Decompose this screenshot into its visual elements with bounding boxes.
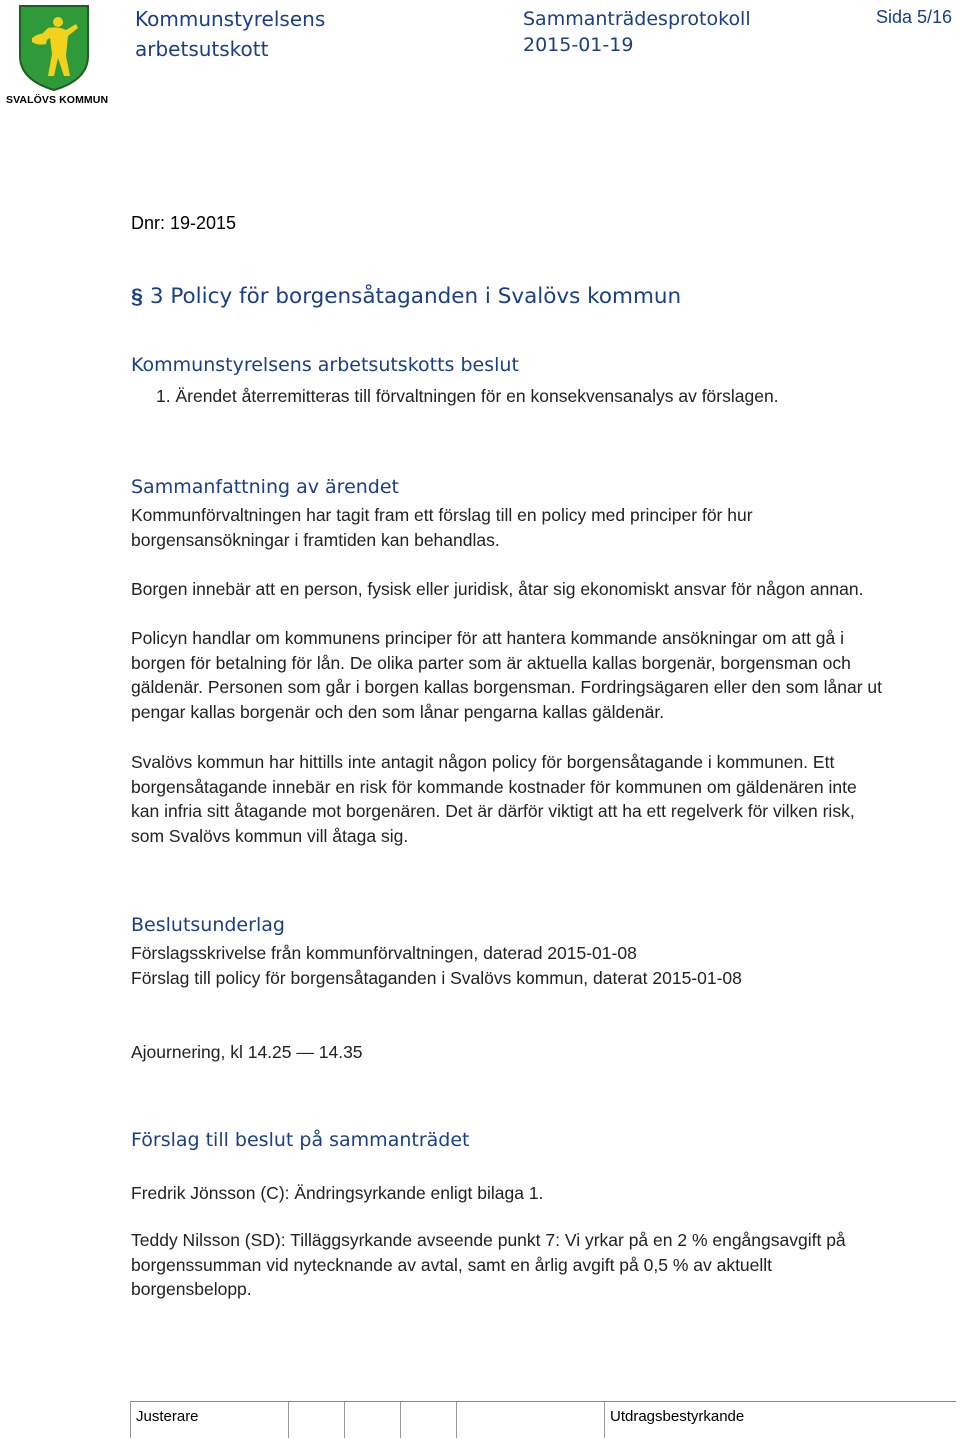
basis-heading: Beslutsunderlag — [131, 914, 285, 936]
basis-item: Förslagsskrivelse från kommunförvaltningen, daterad 2015-01-08 — [131, 943, 637, 963]
footer-rule — [130, 1401, 956, 1402]
footer-cell — [604, 1402, 605, 1438]
summary-paragraph-2: Borgen innebär att en person, fysisk eller juridisk, åtar sig ekonomiskt ansvar för någon annan. — [131, 579, 864, 599]
summary-paragraph-1: Kommunförvaltningen har tagit fram ett förslag till en policy med principer för hur borgensansökningar i framtiden kan behandlas. — [131, 505, 753, 550]
proposal-paragraph-1: Fredrik Jönsson (C): Ändringsyrkande enligt bilaga 1. — [131, 1183, 544, 1203]
section-symbol: § — [131, 284, 143, 308]
summary-paragraph-4: Svalövs kommun har hittills inte antagit någon policy för borgensåtagande i kommunen. Ett borgensåtagande innebär en risk för kommande kostnader för kommunen om gäldenären inte kan infria sitt åtagande mot borgenären. Det är därför viktigt att ha ett regelverk för vilken risk, som Svalövs kommun vill åtaga sig. — [131, 752, 857, 847]
basis-list — [131, 941, 742, 990]
case-number: Dnr: 19-2015 — [131, 213, 237, 233]
footer-extract-label: Utdragsbestyrkande — [610, 1408, 745, 1425]
footer-cell — [344, 1402, 345, 1438]
decision-item: 1. Ärendet återremitteras till förvaltningen för en konsekvensanalys av förslagen. — [156, 386, 779, 406]
section-heading — [131, 284, 681, 309]
summary-paragraph-3: Policyn handlar om kommunens principer för att hantera kommande ansökningar om att gå i borgen för betalning för lån. De olika parter som är aktuella kallas borgenär, borgensman och gäldenär. Personen som går i borgen kallas borgensman. Fordringsägaren eller den som lånar ut pengar kallas borgenär och den som lånar pengarna kallas gäldenär. — [131, 628, 882, 723]
document-type: Sammanträdesprotokoll — [523, 8, 751, 30]
org-name-line2: arbetsutskott — [135, 37, 269, 61]
basis-item: Förslag till policy för borgensåtaganden i Svalövs kommun, daterat 2015-01-08 — [131, 967, 742, 988]
adjournment-note: Ajournering, kl 14.25 — 14.35 — [131, 1042, 363, 1062]
proposal-heading: Förslag till beslut på sammanträdet — [131, 1129, 470, 1151]
footer-adjuster-label: Justerare — [136, 1408, 199, 1425]
meeting-date: 2015-01-19 — [523, 34, 634, 56]
footer-cell — [288, 1402, 289, 1438]
proposal-paragraph-2: Teddy Nilsson (SD): Tilläggsyrkande avseende punkt 7: Vi yrkar på en 2 % engångsavgift på borgenssumman vid nytecknande av avtal, samt en årlig avgift på 0,5 % av aktuellt borgensbelopp. — [131, 1230, 846, 1300]
footer-cell — [130, 1402, 131, 1438]
page-number: Sida 5/16 — [876, 7, 953, 27]
section-title: 3 Policy för borgensåtaganden i Svalövs kommun — [149, 284, 682, 309]
footer-cell — [400, 1402, 401, 1438]
crest-caption: SVALÖVS KOMMUN — [6, 94, 109, 106]
crest-icon — [18, 4, 90, 92]
decision-heading: Kommunstyrelsens arbetsutskotts beslut — [131, 354, 519, 376]
org-name-line1: Kommunstyrelsens — [135, 7, 326, 31]
footer-cell — [456, 1402, 457, 1438]
municipal-crest — [18, 4, 90, 92]
summary-heading: Sammanfattning av ärendet — [131, 476, 399, 498]
